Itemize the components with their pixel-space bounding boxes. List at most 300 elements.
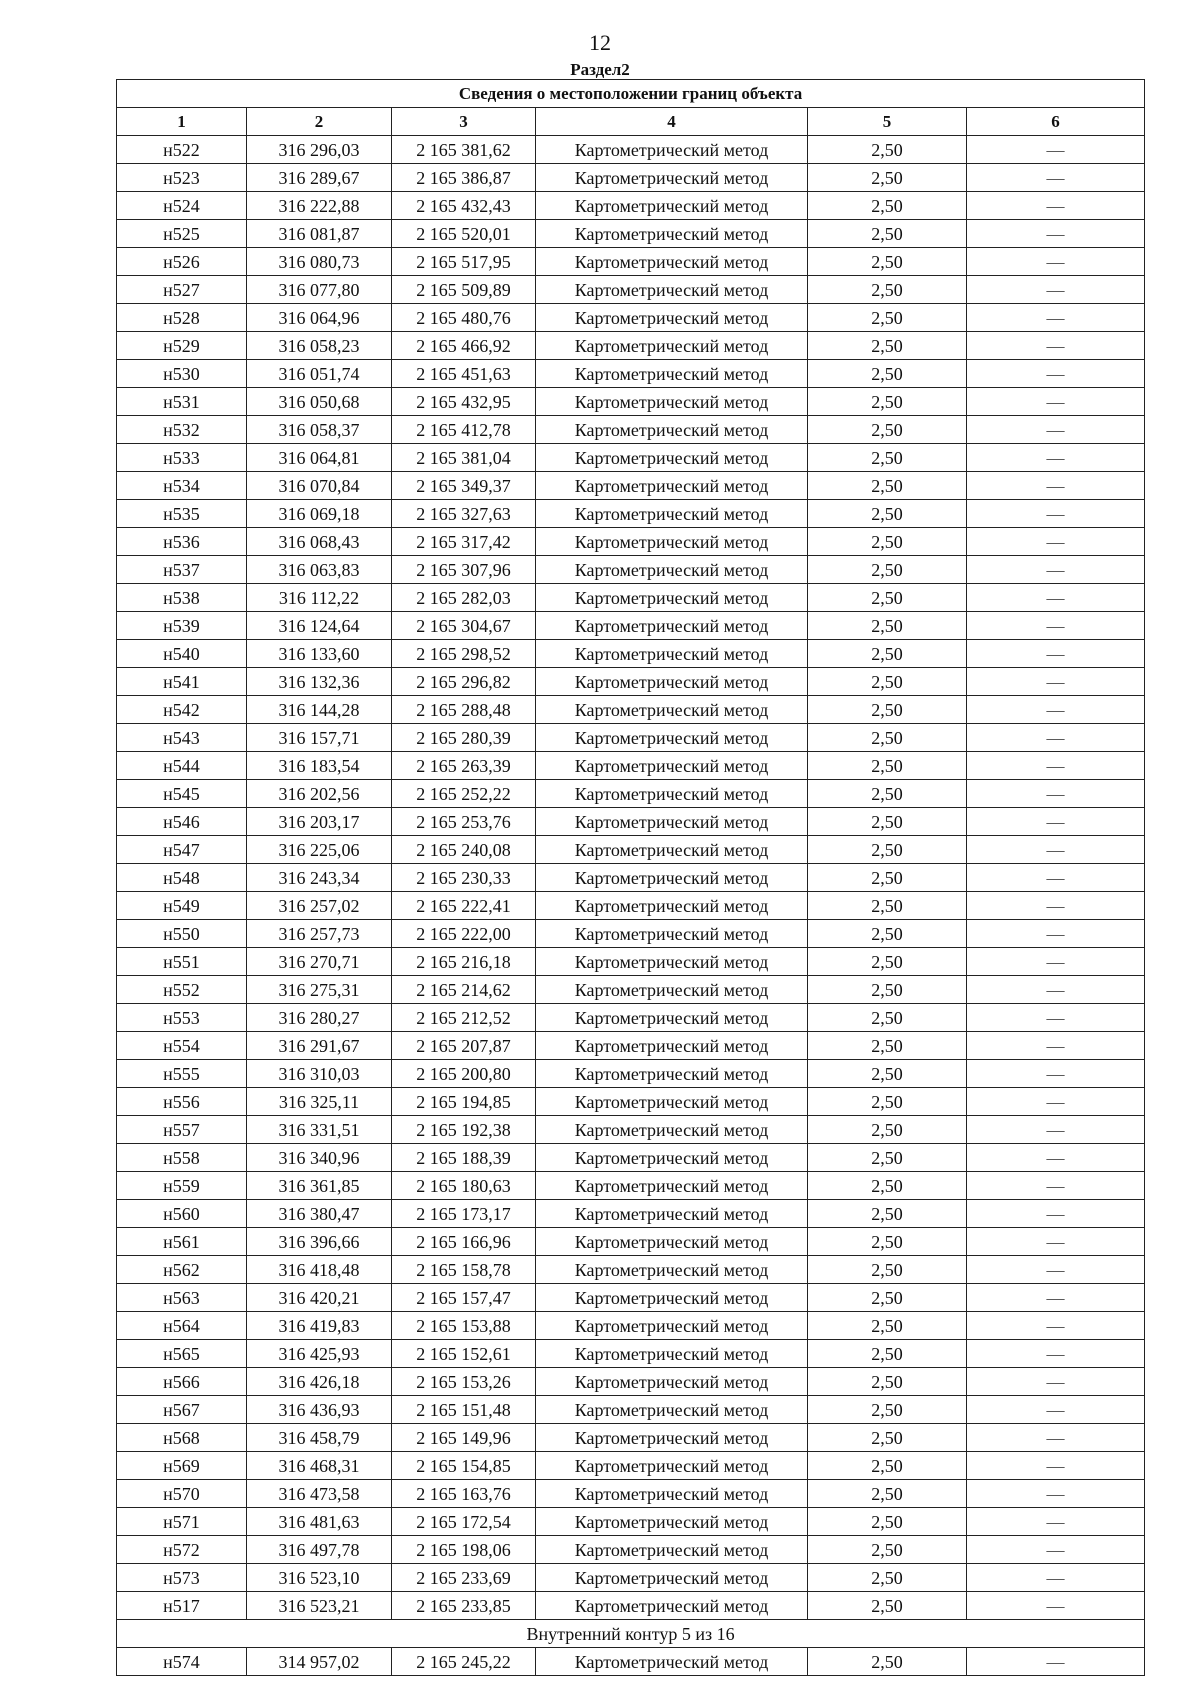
method-cell: Картометрический метод	[536, 192, 808, 220]
description-cell: —	[967, 1144, 1145, 1172]
description-cell: —	[967, 696, 1145, 724]
x-coordinate-cell: 316 225,06	[247, 836, 392, 864]
method-cell: Картометрический метод	[536, 836, 808, 864]
point-id-cell: н566	[117, 1368, 247, 1396]
method-cell: Картометрический метод	[536, 1396, 808, 1424]
column-number-6: 6	[967, 108, 1145, 136]
accuracy-cell: 2,50	[808, 1032, 967, 1060]
point-id-cell: н556	[117, 1088, 247, 1116]
method-cell: Картометрический метод	[536, 612, 808, 640]
x-coordinate-cell: 316 069,18	[247, 500, 392, 528]
table-row	[117, 1060, 1145, 1088]
accuracy-cell: 2,50	[808, 780, 967, 808]
x-coordinate-cell: 316 203,17	[247, 808, 392, 836]
accuracy-cell: 2,50	[808, 724, 967, 752]
accuracy-cell: 2,50	[808, 668, 967, 696]
point-id-cell: н569	[117, 1452, 247, 1480]
method-cell: Картометрический метод	[536, 1564, 808, 1592]
description-cell: —	[967, 528, 1145, 556]
table-row	[117, 668, 1145, 696]
point-id-cell: н559	[117, 1172, 247, 1200]
y-coordinate-cell: 2 165 158,78	[392, 1256, 536, 1284]
accuracy-cell: 2,50	[808, 1172, 967, 1200]
x-coordinate-cell: 316 468,31	[247, 1452, 392, 1480]
point-id-cell: н538	[117, 584, 247, 612]
x-coordinate-cell: 316 270,71	[247, 948, 392, 976]
column-number-5: 5	[808, 108, 967, 136]
table-row	[117, 360, 1145, 388]
x-coordinate-cell: 316 144,28	[247, 696, 392, 724]
y-coordinate-cell: 2 165 327,63	[392, 500, 536, 528]
table-row	[117, 1200, 1145, 1228]
table-row	[117, 1032, 1145, 1060]
y-coordinate-cell: 2 165 466,92	[392, 332, 536, 360]
accuracy-cell: 2,50	[808, 1424, 967, 1452]
x-coordinate-cell: 316 380,47	[247, 1200, 392, 1228]
point-id-cell: н562	[117, 1256, 247, 1284]
method-cell: Картометрический метод	[536, 136, 808, 164]
table-row	[117, 1480, 1145, 1508]
table-row	[117, 444, 1145, 472]
x-coordinate-cell: 316 070,84	[247, 472, 392, 500]
y-coordinate-cell: 2 165 152,61	[392, 1340, 536, 1368]
description-cell: —	[967, 1536, 1145, 1564]
contour-label-row	[117, 1620, 1145, 1648]
accuracy-cell: 2,50	[808, 360, 967, 388]
x-coordinate-cell: 316 133,60	[247, 640, 392, 668]
description-cell: —	[967, 808, 1145, 836]
method-cell: Картометрический метод	[536, 1312, 808, 1340]
method-cell: Картометрический метод	[536, 164, 808, 192]
table-row	[117, 1004, 1145, 1032]
description-cell: —	[967, 1228, 1145, 1256]
x-coordinate-cell: 316 280,27	[247, 1004, 392, 1032]
description-cell: —	[967, 976, 1145, 1004]
point-id-cell: н543	[117, 724, 247, 752]
accuracy-cell: 2,50	[808, 164, 967, 192]
method-cell: Картометрический метод	[536, 808, 808, 836]
y-coordinate-cell: 2 165 233,85	[392, 1592, 536, 1620]
x-coordinate-cell: 316 081,87	[247, 220, 392, 248]
method-cell: Картометрический метод	[536, 220, 808, 248]
point-id-cell: н535	[117, 500, 247, 528]
description-cell: —	[967, 276, 1145, 304]
description-cell: —	[967, 780, 1145, 808]
x-coordinate-cell: 316 458,79	[247, 1424, 392, 1452]
table-row	[117, 780, 1145, 808]
method-cell: Картометрический метод	[536, 1452, 808, 1480]
table-row	[117, 1508, 1145, 1536]
table-row	[117, 332, 1145, 360]
y-coordinate-cell: 2 165 307,96	[392, 556, 536, 584]
method-cell: Картометрический метод	[536, 556, 808, 584]
page-number: 12	[589, 30, 611, 55]
method-cell: Картометрический метод	[536, 1088, 808, 1116]
y-coordinate-cell: 2 165 381,04	[392, 444, 536, 472]
description-cell: —	[967, 248, 1145, 276]
point-id-cell: н525	[117, 220, 247, 248]
accuracy-cell: 2,50	[808, 528, 967, 556]
table-row	[117, 1144, 1145, 1172]
method-cell: Картометрический метод	[536, 892, 808, 920]
description-cell: —	[967, 220, 1145, 248]
point-id-cell: н570	[117, 1480, 247, 1508]
x-coordinate-cell: 316 058,23	[247, 332, 392, 360]
x-coordinate-cell: 316 157,71	[247, 724, 392, 752]
point-id-cell: н528	[117, 304, 247, 332]
method-cell: Картометрический метод	[536, 976, 808, 1004]
accuracy-cell: 2,50	[808, 836, 967, 864]
y-coordinate-cell: 2 165 349,37	[392, 472, 536, 500]
table-row	[117, 1564, 1145, 1592]
y-coordinate-cell: 2 165 381,62	[392, 136, 536, 164]
table-row	[117, 724, 1145, 752]
accuracy-cell: 2,50	[808, 976, 967, 1004]
accuracy-cell: 2,50	[808, 892, 967, 920]
table-row	[117, 752, 1145, 780]
description-cell: —	[967, 1172, 1145, 1200]
description-cell: —	[967, 668, 1145, 696]
point-id-cell: н567	[117, 1396, 247, 1424]
y-coordinate-cell: 2 165 282,03	[392, 584, 536, 612]
x-coordinate-cell: 316 202,56	[247, 780, 392, 808]
point-id-cell: н546	[117, 808, 247, 836]
point-id-cell: н547	[117, 836, 247, 864]
accuracy-cell: 2,50	[808, 1340, 967, 1368]
description-cell: —	[967, 1284, 1145, 1312]
point-id-cell: н551	[117, 948, 247, 976]
point-id-cell: н522	[117, 136, 247, 164]
description-cell: —	[967, 836, 1145, 864]
method-cell: Картометрический метод	[536, 416, 808, 444]
accuracy-cell: 2,50	[808, 1396, 967, 1424]
accuracy-cell: 2,50	[808, 248, 967, 276]
point-id-cell: н542	[117, 696, 247, 724]
x-coordinate-cell: 316 050,68	[247, 388, 392, 416]
point-id-cell: н537	[117, 556, 247, 584]
x-coordinate-cell: 316 068,43	[247, 528, 392, 556]
x-coordinate-cell: 316 340,96	[247, 1144, 392, 1172]
table-row	[117, 248, 1145, 276]
point-id-cell: н557	[117, 1116, 247, 1144]
description-cell: —	[967, 920, 1145, 948]
y-coordinate-cell: 2 165 198,06	[392, 1536, 536, 1564]
description-cell: —	[967, 1480, 1145, 1508]
description-cell: —	[967, 388, 1145, 416]
table-row	[117, 472, 1145, 500]
y-coordinate-cell: 2 165 298,52	[392, 640, 536, 668]
method-cell: Картометрический метод	[536, 864, 808, 892]
table-row	[117, 864, 1145, 892]
method-cell: Картометрический метод	[536, 276, 808, 304]
y-coordinate-cell: 2 165 432,43	[392, 192, 536, 220]
y-coordinate-cell: 2 165 245,22	[392, 1648, 536, 1676]
x-coordinate-cell: 316 222,88	[247, 192, 392, 220]
point-id-cell: н534	[117, 472, 247, 500]
table-row	[117, 1452, 1145, 1480]
method-cell: Картометрический метод	[536, 668, 808, 696]
method-cell: Картометрический метод	[536, 1144, 808, 1172]
y-coordinate-cell: 2 165 154,85	[392, 1452, 536, 1480]
accuracy-cell: 2,50	[808, 1592, 967, 1620]
accuracy-cell: 2,50	[808, 1088, 967, 1116]
method-cell: Картометрический метод	[536, 1340, 808, 1368]
table-row	[117, 836, 1145, 864]
accuracy-cell: 2,50	[808, 1480, 967, 1508]
x-coordinate-cell: 316 426,18	[247, 1368, 392, 1396]
table-row	[117, 136, 1145, 164]
y-coordinate-cell: 2 165 222,00	[392, 920, 536, 948]
point-id-cell: н563	[117, 1284, 247, 1312]
description-cell: —	[967, 1032, 1145, 1060]
method-cell: Картометрический метод	[536, 920, 808, 948]
description-cell: —	[967, 136, 1145, 164]
description-cell: —	[967, 1452, 1145, 1480]
description-cell: —	[967, 724, 1145, 752]
accuracy-cell: 2,50	[808, 136, 967, 164]
table-row	[117, 528, 1145, 556]
y-coordinate-cell: 2 165 151,48	[392, 1396, 536, 1424]
method-cell: Картометрический метод	[536, 1032, 808, 1060]
description-cell: —	[967, 752, 1145, 780]
y-coordinate-cell: 2 165 233,69	[392, 1564, 536, 1592]
method-cell: Картометрический метод	[536, 1200, 808, 1228]
y-coordinate-cell: 2 165 520,01	[392, 220, 536, 248]
description-cell: —	[967, 1368, 1145, 1396]
y-coordinate-cell: 2 165 280,39	[392, 724, 536, 752]
method-cell: Картометрический метод	[536, 696, 808, 724]
y-coordinate-cell: 2 165 188,39	[392, 1144, 536, 1172]
table-row	[117, 1172, 1145, 1200]
table-row	[117, 1396, 1145, 1424]
x-coordinate-cell: 316 051,74	[247, 360, 392, 388]
table-row	[117, 612, 1145, 640]
y-coordinate-cell: 2 165 240,08	[392, 836, 536, 864]
table-row	[117, 640, 1145, 668]
method-cell: Картометрический метод	[536, 1480, 808, 1508]
description-cell: —	[967, 1648, 1145, 1676]
method-cell: Картометрический метод	[536, 724, 808, 752]
table-row	[117, 892, 1145, 920]
point-id-cell: н560	[117, 1200, 247, 1228]
point-id-cell: н561	[117, 1228, 247, 1256]
accuracy-cell: 2,50	[808, 388, 967, 416]
point-id-cell: н526	[117, 248, 247, 276]
table-caption-row	[117, 80, 1145, 108]
section-title: Раздел2	[570, 60, 630, 79]
x-coordinate-cell: 316 124,64	[247, 612, 392, 640]
y-coordinate-cell: 2 165 253,76	[392, 808, 536, 836]
table-row	[117, 164, 1145, 192]
method-cell: Картометрический метод	[536, 780, 808, 808]
y-coordinate-cell: 2 165 509,89	[392, 276, 536, 304]
accuracy-cell: 2,50	[808, 444, 967, 472]
description-cell: —	[967, 1116, 1145, 1144]
accuracy-cell: 2,50	[808, 1060, 967, 1088]
table-row	[117, 976, 1145, 1004]
method-cell: Картометрический метод	[536, 640, 808, 668]
y-coordinate-cell: 2 165 216,18	[392, 948, 536, 976]
description-cell: —	[967, 1396, 1145, 1424]
table-row	[117, 1648, 1145, 1676]
point-id-cell: н568	[117, 1424, 247, 1452]
accuracy-cell: 2,50	[808, 1284, 967, 1312]
method-cell: Картометрический метод	[536, 1508, 808, 1536]
x-coordinate-cell: 316 063,83	[247, 556, 392, 584]
accuracy-cell: 2,50	[808, 1312, 967, 1340]
accuracy-cell: 2,50	[808, 1564, 967, 1592]
point-id-cell: н541	[117, 668, 247, 696]
accuracy-cell: 2,50	[808, 584, 967, 612]
accuracy-cell: 2,50	[808, 1256, 967, 1284]
y-coordinate-cell: 2 165 153,88	[392, 1312, 536, 1340]
point-id-cell: н544	[117, 752, 247, 780]
x-coordinate-cell: 316 132,36	[247, 668, 392, 696]
y-coordinate-cell: 2 165 180,63	[392, 1172, 536, 1200]
column-number-3: 3	[392, 108, 536, 136]
y-coordinate-cell: 2 165 214,62	[392, 976, 536, 1004]
point-id-cell: н524	[117, 192, 247, 220]
point-id-cell: н549	[117, 892, 247, 920]
description-cell: —	[967, 1424, 1145, 1452]
point-id-cell: н564	[117, 1312, 247, 1340]
accuracy-cell: 2,50	[808, 500, 967, 528]
y-coordinate-cell: 2 165 157,47	[392, 1284, 536, 1312]
x-coordinate-cell: 316 080,73	[247, 248, 392, 276]
accuracy-cell: 2,50	[808, 640, 967, 668]
inner-contour-section	[117, 1620, 1145, 1648]
accuracy-cell: 2,50	[808, 332, 967, 360]
y-coordinate-cell: 2 165 163,76	[392, 1480, 536, 1508]
method-cell: Картометрический метод	[536, 1368, 808, 1396]
table-row	[117, 948, 1145, 976]
table-row	[117, 276, 1145, 304]
point-id-cell: н545	[117, 780, 247, 808]
x-coordinate-cell: 316 275,31	[247, 976, 392, 1004]
point-id-cell: н572	[117, 1536, 247, 1564]
description-cell: —	[967, 948, 1145, 976]
table-row	[117, 1424, 1145, 1452]
column-number-2: 2	[247, 108, 392, 136]
point-id-cell: н550	[117, 920, 247, 948]
contour-table-body	[117, 1648, 1145, 1676]
point-id-cell: н552	[117, 976, 247, 1004]
table-row	[117, 388, 1145, 416]
column-number-row	[117, 108, 1145, 136]
x-coordinate-cell: 316 473,58	[247, 1480, 392, 1508]
y-coordinate-cell: 2 165 192,38	[392, 1116, 536, 1144]
y-coordinate-cell: 2 165 296,82	[392, 668, 536, 696]
y-coordinate-cell: 2 165 166,96	[392, 1228, 536, 1256]
boundary-coordinates-table	[116, 79, 1145, 1676]
description-cell: —	[967, 1200, 1145, 1228]
contour-label: Внутренний контур 5 из 16	[117, 1620, 1145, 1648]
y-coordinate-cell: 2 165 194,85	[392, 1088, 536, 1116]
y-coordinate-cell: 2 165 386,87	[392, 164, 536, 192]
y-coordinate-cell: 2 165 200,80	[392, 1060, 536, 1088]
method-cell: Картометрический метод	[536, 1228, 808, 1256]
accuracy-cell: 2,50	[808, 1452, 967, 1480]
y-coordinate-cell: 2 165 432,95	[392, 388, 536, 416]
accuracy-cell: 2,50	[808, 304, 967, 332]
accuracy-cell: 2,50	[808, 276, 967, 304]
x-coordinate-cell: 316 361,85	[247, 1172, 392, 1200]
method-cell: Картометрический метод	[536, 304, 808, 332]
y-coordinate-cell: 2 165 451,63	[392, 360, 536, 388]
accuracy-cell: 2,50	[808, 220, 967, 248]
table-row	[117, 1088, 1145, 1116]
y-coordinate-cell: 2 165 252,22	[392, 780, 536, 808]
column-number-4: 4	[536, 108, 808, 136]
accuracy-cell: 2,50	[808, 1508, 967, 1536]
y-coordinate-cell: 2 165 317,42	[392, 528, 536, 556]
accuracy-cell: 2,50	[808, 864, 967, 892]
y-coordinate-cell: 2 165 172,54	[392, 1508, 536, 1536]
point-id-cell: н553	[117, 1004, 247, 1032]
point-id-cell: н523	[117, 164, 247, 192]
x-coordinate-cell: 314 957,02	[247, 1648, 392, 1676]
description-cell: —	[967, 1060, 1145, 1088]
description-cell: —	[967, 612, 1145, 640]
table-row	[117, 220, 1145, 248]
x-coordinate-cell: 316 077,80	[247, 276, 392, 304]
x-coordinate-cell: 316 243,34	[247, 864, 392, 892]
y-coordinate-cell: 2 165 212,52	[392, 1004, 536, 1032]
y-coordinate-cell: 2 165 412,78	[392, 416, 536, 444]
x-coordinate-cell: 316 112,22	[247, 584, 392, 612]
y-coordinate-cell: 2 165 517,95	[392, 248, 536, 276]
x-coordinate-cell: 316 058,37	[247, 416, 392, 444]
description-cell: —	[967, 892, 1145, 920]
description-cell: —	[967, 864, 1145, 892]
y-coordinate-cell: 2 165 222,41	[392, 892, 536, 920]
description-cell: —	[967, 164, 1145, 192]
table-row	[117, 584, 1145, 612]
accuracy-cell: 2,50	[808, 920, 967, 948]
accuracy-cell: 2,50	[808, 1200, 967, 1228]
x-coordinate-cell: 316 064,96	[247, 304, 392, 332]
description-cell: —	[967, 332, 1145, 360]
y-coordinate-cell: 2 165 207,87	[392, 1032, 536, 1060]
point-id-cell: н533	[117, 444, 247, 472]
method-cell: Картометрический метод	[536, 332, 808, 360]
y-coordinate-cell: 2 165 288,48	[392, 696, 536, 724]
table-row	[117, 304, 1145, 332]
method-cell: Картометрический метод	[536, 1116, 808, 1144]
accuracy-cell: 2,50	[808, 1144, 967, 1172]
table-row	[117, 192, 1145, 220]
y-coordinate-cell: 2 165 149,96	[392, 1424, 536, 1452]
description-cell: —	[967, 360, 1145, 388]
y-coordinate-cell: 2 165 304,67	[392, 612, 536, 640]
method-cell: Картометрический метод	[536, 360, 808, 388]
accuracy-cell: 2,50	[808, 416, 967, 444]
point-id-cell: н540	[117, 640, 247, 668]
point-id-cell: н574	[117, 1648, 247, 1676]
y-coordinate-cell: 2 165 480,76	[392, 304, 536, 332]
x-coordinate-cell: 316 183,54	[247, 752, 392, 780]
point-id-cell: н558	[117, 1144, 247, 1172]
point-id-cell: н565	[117, 1340, 247, 1368]
description-cell: —	[967, 640, 1145, 668]
x-coordinate-cell: 316 419,83	[247, 1312, 392, 1340]
accuracy-cell: 2,50	[808, 808, 967, 836]
table-row	[117, 1228, 1145, 1256]
accuracy-cell: 2,50	[808, 1228, 967, 1256]
description-cell: —	[967, 1256, 1145, 1284]
description-cell: —	[967, 1592, 1145, 1620]
x-coordinate-cell: 316 425,93	[247, 1340, 392, 1368]
